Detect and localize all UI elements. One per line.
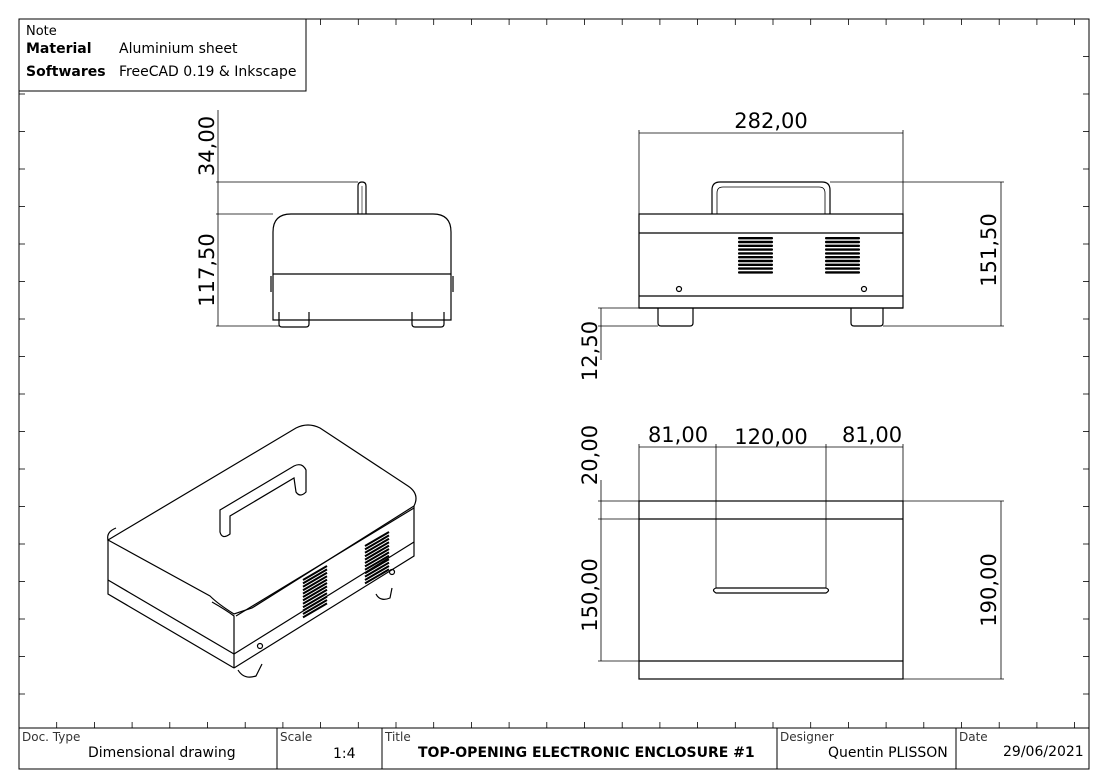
date-label: Date <box>959 730 988 744</box>
softwares-label: Softwares <box>26 64 106 80</box>
designer-label: Designer <box>780 730 834 744</box>
material-label: Material <box>26 41 92 57</box>
title-value: TOP-OPENING ELECTRONIC ENCLOSURE #1 <box>418 745 755 761</box>
top-view <box>639 501 903 679</box>
note-block <box>19 19 306 91</box>
doc-type-value: Dimensional drawing <box>88 745 236 761</box>
softwares-value: FreeCAD 0.19 & Inkscape <box>119 64 297 80</box>
dim-top-lip: 20,00 <box>578 424 602 486</box>
dim-front-height: 151,50 <box>977 213 1001 287</box>
dim-top-body-depth: 150,00 <box>578 558 602 632</box>
front-vent-right <box>825 237 860 274</box>
note-heading: Note <box>26 24 57 39</box>
drawing-frame <box>19 19 1089 769</box>
title-block <box>19 728 1089 769</box>
scale-label: Scale <box>280 730 313 744</box>
dim-front-feet: 12,50 <box>578 320 602 382</box>
dim-side-body-height: 117,50 <box>195 233 219 307</box>
isometric-vent-right <box>365 532 389 583</box>
title-label: Title <box>385 730 411 744</box>
dim-top-total-depth: 190,00 <box>977 553 1001 627</box>
date-value: 29/06/2021 <box>1003 744 1084 760</box>
side-view <box>271 182 453 327</box>
doc-type-label: Doc. Type <box>22 730 81 744</box>
top-view-dimensions <box>598 444 1004 679</box>
scale-value: 1:4 <box>333 746 356 762</box>
side-view-dimensions <box>216 110 358 326</box>
dim-top-middle: 120,00 <box>734 425 808 449</box>
dim-top-left: 81,00 <box>647 423 709 447</box>
front-vent-left <box>738 237 773 274</box>
dim-front-width: 282,00 <box>734 109 808 133</box>
dim-top-right: 81,00 <box>841 423 903 447</box>
designer-value: Quentin PLISSON <box>828 745 948 761</box>
dim-side-handle-height: 34,00 <box>195 115 219 177</box>
material-value: Aluminium sheet <box>119 41 238 57</box>
